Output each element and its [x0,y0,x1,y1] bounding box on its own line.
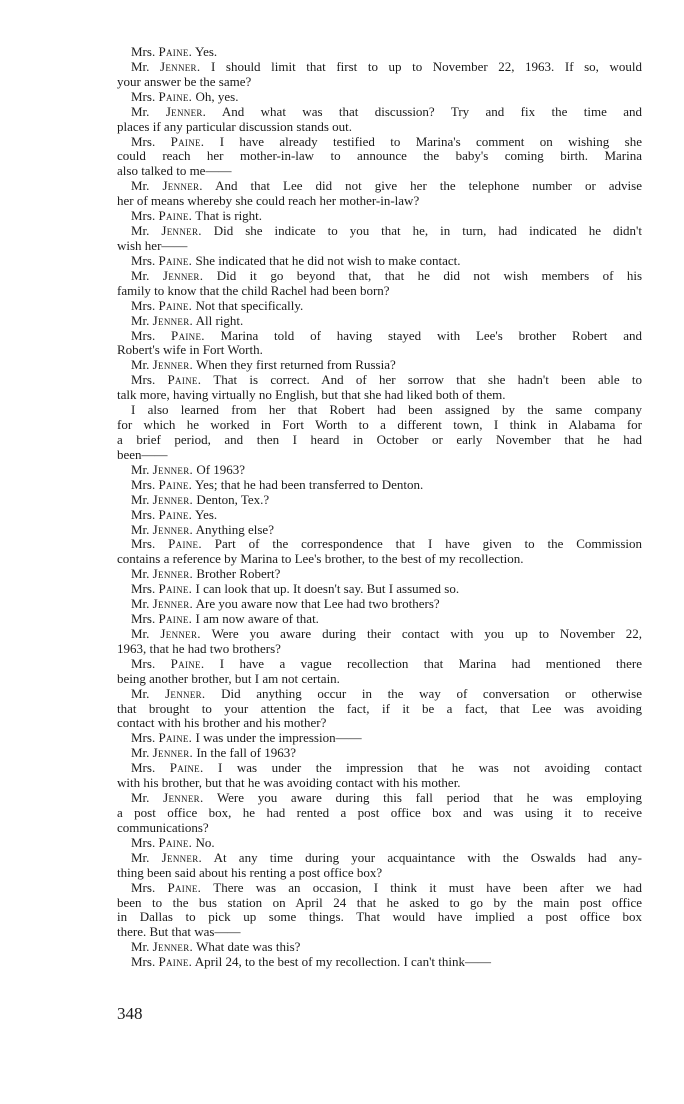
text-line [117,314,642,329]
testimony-paragraph [117,209,642,224]
text-line [117,299,642,314]
speaker-name: Paine. [158,208,193,224]
speaker-name: Jenner. [152,491,194,507]
speaker-title: Mrs. [131,954,156,970]
line-text: Oh, yes. [195,88,239,104]
testimony-paragraph [117,836,642,851]
speaker-name: Paine. [158,44,193,59]
speaker-title: Mr. [131,357,150,373]
text-line [117,149,642,164]
text-line [117,388,642,403]
text-line [117,45,642,60]
speaker-name: Jenner. [152,312,194,328]
testimony-paragraph [117,463,642,478]
testimony-paragraph [117,791,642,836]
testimony-paragraph [117,45,642,60]
line-text: Robert's wife in Fort Worth. [117,342,263,358]
text-line [117,343,642,358]
testimony-paragraph [117,746,642,761]
text-line [117,105,642,120]
line-text: Did she indicate to you that he, in turn, had indicated he didn't [213,223,643,239]
text-line [117,403,642,418]
testimony-paragraph [117,955,642,970]
text-line [117,120,642,135]
line-text: I was under the impression—— [195,730,362,746]
testimony-paragraph [117,373,642,403]
testimony-paragraph [117,508,642,523]
testimony-paragraph [117,403,642,463]
line-text: could reach her mother-in-law to announce the baby's coming birth. Marina [117,148,642,164]
line-text: I am now aware of that. [195,611,319,627]
speaker-title: Mrs. [131,372,156,388]
text-line [117,254,642,269]
speaker-title: Mrs. [131,476,156,492]
text-line [117,627,642,642]
text-line [117,687,642,702]
speaker-title: Mr. [131,596,150,612]
speaker-name: Jenner. [162,178,203,194]
text-line [117,209,642,224]
line-text: her of means whereby she could reach her mother-in-law? [117,193,420,209]
text-line [117,224,642,239]
line-text: Are you aware now that Lee had two brothers? [195,596,440,612]
text-line [117,821,642,836]
line-text: Yes. [195,506,218,522]
testimony-paragraph [117,657,642,687]
text-line [117,552,642,567]
text-line [117,60,642,75]
testimony-paragraph [117,314,642,329]
speaker-title: Mr. [131,566,150,582]
speaker-name: Paine. [167,879,202,895]
speaker-name: Jenner. [162,267,204,283]
speaker-title: Mrs. [131,506,156,522]
speaker-name: Jenner. [152,461,194,477]
testimony-paragraph [117,597,642,612]
line-text: At any time during your acquaintance with the Oswalds had any- [213,849,642,865]
speaker-name: Paine. [170,655,205,671]
line-text: 1963, that he had two brothers? [117,640,281,656]
line-text: with his brother, but that he was avoiding contact with his mother. [117,775,461,791]
text-line [117,179,642,194]
line-text: Did it go beyond that, that he did not wish members of his [216,267,643,283]
speaker-name: Paine. [158,476,193,492]
line-text: Of 1963? [196,461,246,477]
line-text: I should limit that first to up to November 22, 1963. If so, would [210,58,642,74]
testimony-paragraph [117,105,642,135]
line-text: contains a reference by Marina to Lee's brother, to the best of my recollection. [117,551,524,567]
speaker-name: Jenner. [152,566,194,582]
text-line [117,910,642,925]
line-text: And that Lee did not give her the telephone number or advise [215,178,642,194]
testimony-paragraph [117,90,642,105]
speaker-title: Mrs. [131,88,156,104]
speaker-name: Jenner. [161,849,203,865]
line-text: Part of the correspondence that I have given to the Commission [214,536,643,552]
text-line [117,791,642,806]
line-text: being another brother, but I am not certain. [117,670,340,686]
text-line [117,582,642,597]
text-line [117,716,642,731]
speaker-title: Mrs. [131,327,156,343]
testimony-paragraph [117,537,642,567]
testimony-text [117,45,642,970]
line-text: And what was that discussion? Try and fix the time and [221,103,643,119]
line-text: there. But that was—— [117,924,241,940]
testimony-paragraph [117,299,642,314]
text-line [117,448,642,463]
line-text: In the fall of 1963? [196,745,296,761]
speaker-title: Mrs. [131,536,156,552]
speaker-title: Mrs. [131,834,156,850]
speaker-name: Paine. [158,252,193,268]
line-text: your answer be the same? [117,73,252,89]
testimony-paragraph [117,224,642,254]
line-text: That is right. [195,208,263,224]
text-line [117,373,642,388]
text-line [117,523,642,538]
speaker-name: Paine. [158,834,193,850]
text-line [117,597,642,612]
line-text: All right. [195,312,244,328]
speaker-title: Mrs. [131,655,156,671]
line-text: thing been said about his renting a post office box? [117,864,383,880]
line-text: I was under the impression that he was not avoiding contact [218,760,643,776]
speaker-title: Mrs. [131,252,156,268]
speaker-title: Mr. [131,223,150,239]
text-line [117,493,642,508]
text-line [117,776,642,791]
testimony-paragraph [117,329,642,359]
text-line [117,851,642,866]
text-line [117,955,642,970]
line-text: been—— [117,446,168,462]
speaker-name: Jenner. [160,625,201,641]
line-text: I have already testified to Marina's comment on wishing she [219,133,642,149]
line-text: Yes; that he had been transferred to Denton. [195,476,424,492]
line-text: wish her—— [117,237,188,253]
testimony-paragraph [117,881,642,941]
speaker-title: Mr. [131,103,150,119]
speaker-title: Mr. [131,491,150,507]
text-line [117,284,642,299]
text-line [117,612,642,627]
text-line [117,642,642,657]
text-line [117,478,642,493]
line-text: a post office box, he had rented a post office box and was using it to receive [117,805,642,821]
testimony-paragraph [117,940,642,955]
speaker-title: Mrs. [131,611,156,627]
text-line [117,657,642,672]
testimony-paragraph [117,254,642,269]
testimony-paragraph [117,523,642,538]
text-line [117,508,642,523]
text-line [117,702,642,717]
testimony-paragraph [117,567,642,582]
line-text: Denton, Tex.? [196,491,270,507]
text-line [117,418,642,433]
speaker-name: Paine. [158,88,193,104]
speaker-title: Mr. [131,178,150,194]
line-text: a brief period, and then I heard in October or early November that he had [117,431,642,447]
speaker-name: Paine. [158,611,193,627]
line-text: What date was this? [196,939,301,955]
line-text: Marina told of having stayed with Lee's brother Robert and [220,327,643,343]
line-text: I have a vague recollection that Marina had mentioned there [219,655,643,671]
testimony-paragraph [117,851,642,881]
text-line [117,940,642,955]
speaker-name: Jenner. [161,223,202,239]
speaker-title: Mr. [131,849,150,865]
text-line [117,433,642,448]
testimony-paragraph [117,687,642,732]
testimony-paragraph [117,627,642,657]
testimony-paragraph [117,493,642,508]
text-line [117,925,642,940]
line-text: She indicated that he did not wish to make contact. [195,252,461,268]
line-text: Not that specifically. [195,297,304,313]
text-line [117,672,642,687]
speaker-name: Paine. [158,954,193,970]
text-line [117,836,642,851]
testimony-paragraph [117,582,642,597]
text-line [117,761,642,776]
text-line [117,731,642,746]
text-line [117,358,642,373]
line-text: in Dallas to pick up some things. That would have implied a post office box [117,909,642,925]
speaker-name: Paine. [158,581,193,597]
speaker-title: Mr. [131,461,150,477]
speaker-name: Paine. [170,133,205,149]
speaker-name: Jenner. [165,685,206,701]
line-text: Yes. [195,44,218,59]
text-line [117,90,642,105]
speaker-name: Paine. [171,327,205,343]
testimony-paragraph [117,269,642,299]
text-line [117,896,642,911]
speaker-title: Mr. [131,790,150,806]
speaker-name: Jenner. [160,58,201,74]
speaker-name: Jenner. [152,357,194,373]
testimony-paragraph [117,761,642,791]
testimony-paragraph [117,612,642,627]
text-line [117,806,642,821]
text-line [117,866,642,881]
text-line [117,75,642,90]
testimony-paragraph [117,60,642,90]
text-line [117,537,642,552]
testimony-paragraph [117,731,642,746]
speaker-title: Mr. [131,939,150,955]
line-text: Anything else? [195,521,274,537]
speaker-name: Jenner. [152,939,194,955]
speaker-title: Mr. [131,625,150,641]
line-text: family to know that the child Rachel had been born? [117,282,390,298]
speaker-name: Paine. [158,297,193,313]
speaker-name: Jenner. [152,596,194,612]
line-text: When they first returned from Russia? [196,357,396,373]
speaker-name: Jenner. [152,521,194,537]
text-line [117,164,642,179]
speaker-name: Jenner. [163,790,204,806]
testimony-paragraph [117,478,642,493]
page-number: 348 [117,1004,143,1023]
speaker-title: Mrs. [131,297,156,313]
testimony-paragraph [117,358,642,373]
speaker-title: Mrs. [131,581,156,597]
speaker-title: Mr. [131,58,150,74]
speaker-name: Jenner. [152,745,194,761]
speaker-title: Mr. [131,267,150,283]
speaker-title: Mr. [131,685,150,701]
speaker-name: Paine. [158,506,193,522]
line-text: places if any particular discussion stands out. [117,118,353,134]
line-text: There was an occasion, I think it must have been after we had [213,879,643,895]
line-text: contact with his brother and his mother? [117,715,327,731]
line-text: talk more, having virtually no English, but that she had liked both of them. [117,387,506,403]
line-text: No. [195,834,215,850]
speaker-title: Mr. [131,312,150,328]
text-line [117,269,642,284]
line-text: I also learned from her that Robert had been assigned by the same company [131,402,642,418]
text-line [117,746,642,761]
text-line [117,135,642,150]
speaker-name: Paine. [158,730,193,746]
text-line [117,881,642,896]
speaker-title: Mrs. [131,208,156,224]
text-line [117,329,642,344]
line-text: Were you aware during this fall period that he was employing [216,790,643,806]
line-text: for which he worked in Fort Worth to a different town, I think in Alabama for [117,417,642,433]
line-text: Did anything occur in the way of conversation or otherwise [221,685,642,701]
speaker-title: Mrs. [131,44,156,59]
line-text: that brought to your attention the fact, if it be a fact, that Lee was avoiding [117,700,642,716]
speaker-title: Mrs. [131,879,156,895]
line-text: That is correct. And of her sorrow that she hadn't been able to [213,372,642,388]
testimony-paragraph [117,135,642,180]
line-text: Were you aware during their contact with you up to November 22, [211,625,643,641]
line-text: Brother Robert? [196,566,281,582]
speaker-title: Mr. [131,521,150,537]
speaker-title: Mrs. [131,730,156,746]
testimony-paragraph [117,179,642,209]
text-line [117,194,642,209]
speaker-title: Mr. [131,745,150,761]
line-text: been to the bus station on April 24 that he asked to go by the main post office [117,894,642,910]
speaker-name: Paine. [169,760,204,776]
line-text: also talked to me—— [117,163,232,179]
text-line [117,567,642,582]
line-text: April 24, to the best of my recollection. I can't think—— [194,954,492,970]
line-text: communications? [117,819,209,835]
speaker-name: Jenner. [165,103,207,119]
text-line [117,463,642,478]
speaker-name: Paine. [168,536,202,552]
speaker-title: Mrs. [131,760,156,776]
line-text: I can look that up. It doesn't say. But I assumed so. [195,581,460,597]
speaker-title: Mrs. [131,133,156,149]
speaker-name: Paine. [167,372,202,388]
text-line [117,239,642,254]
